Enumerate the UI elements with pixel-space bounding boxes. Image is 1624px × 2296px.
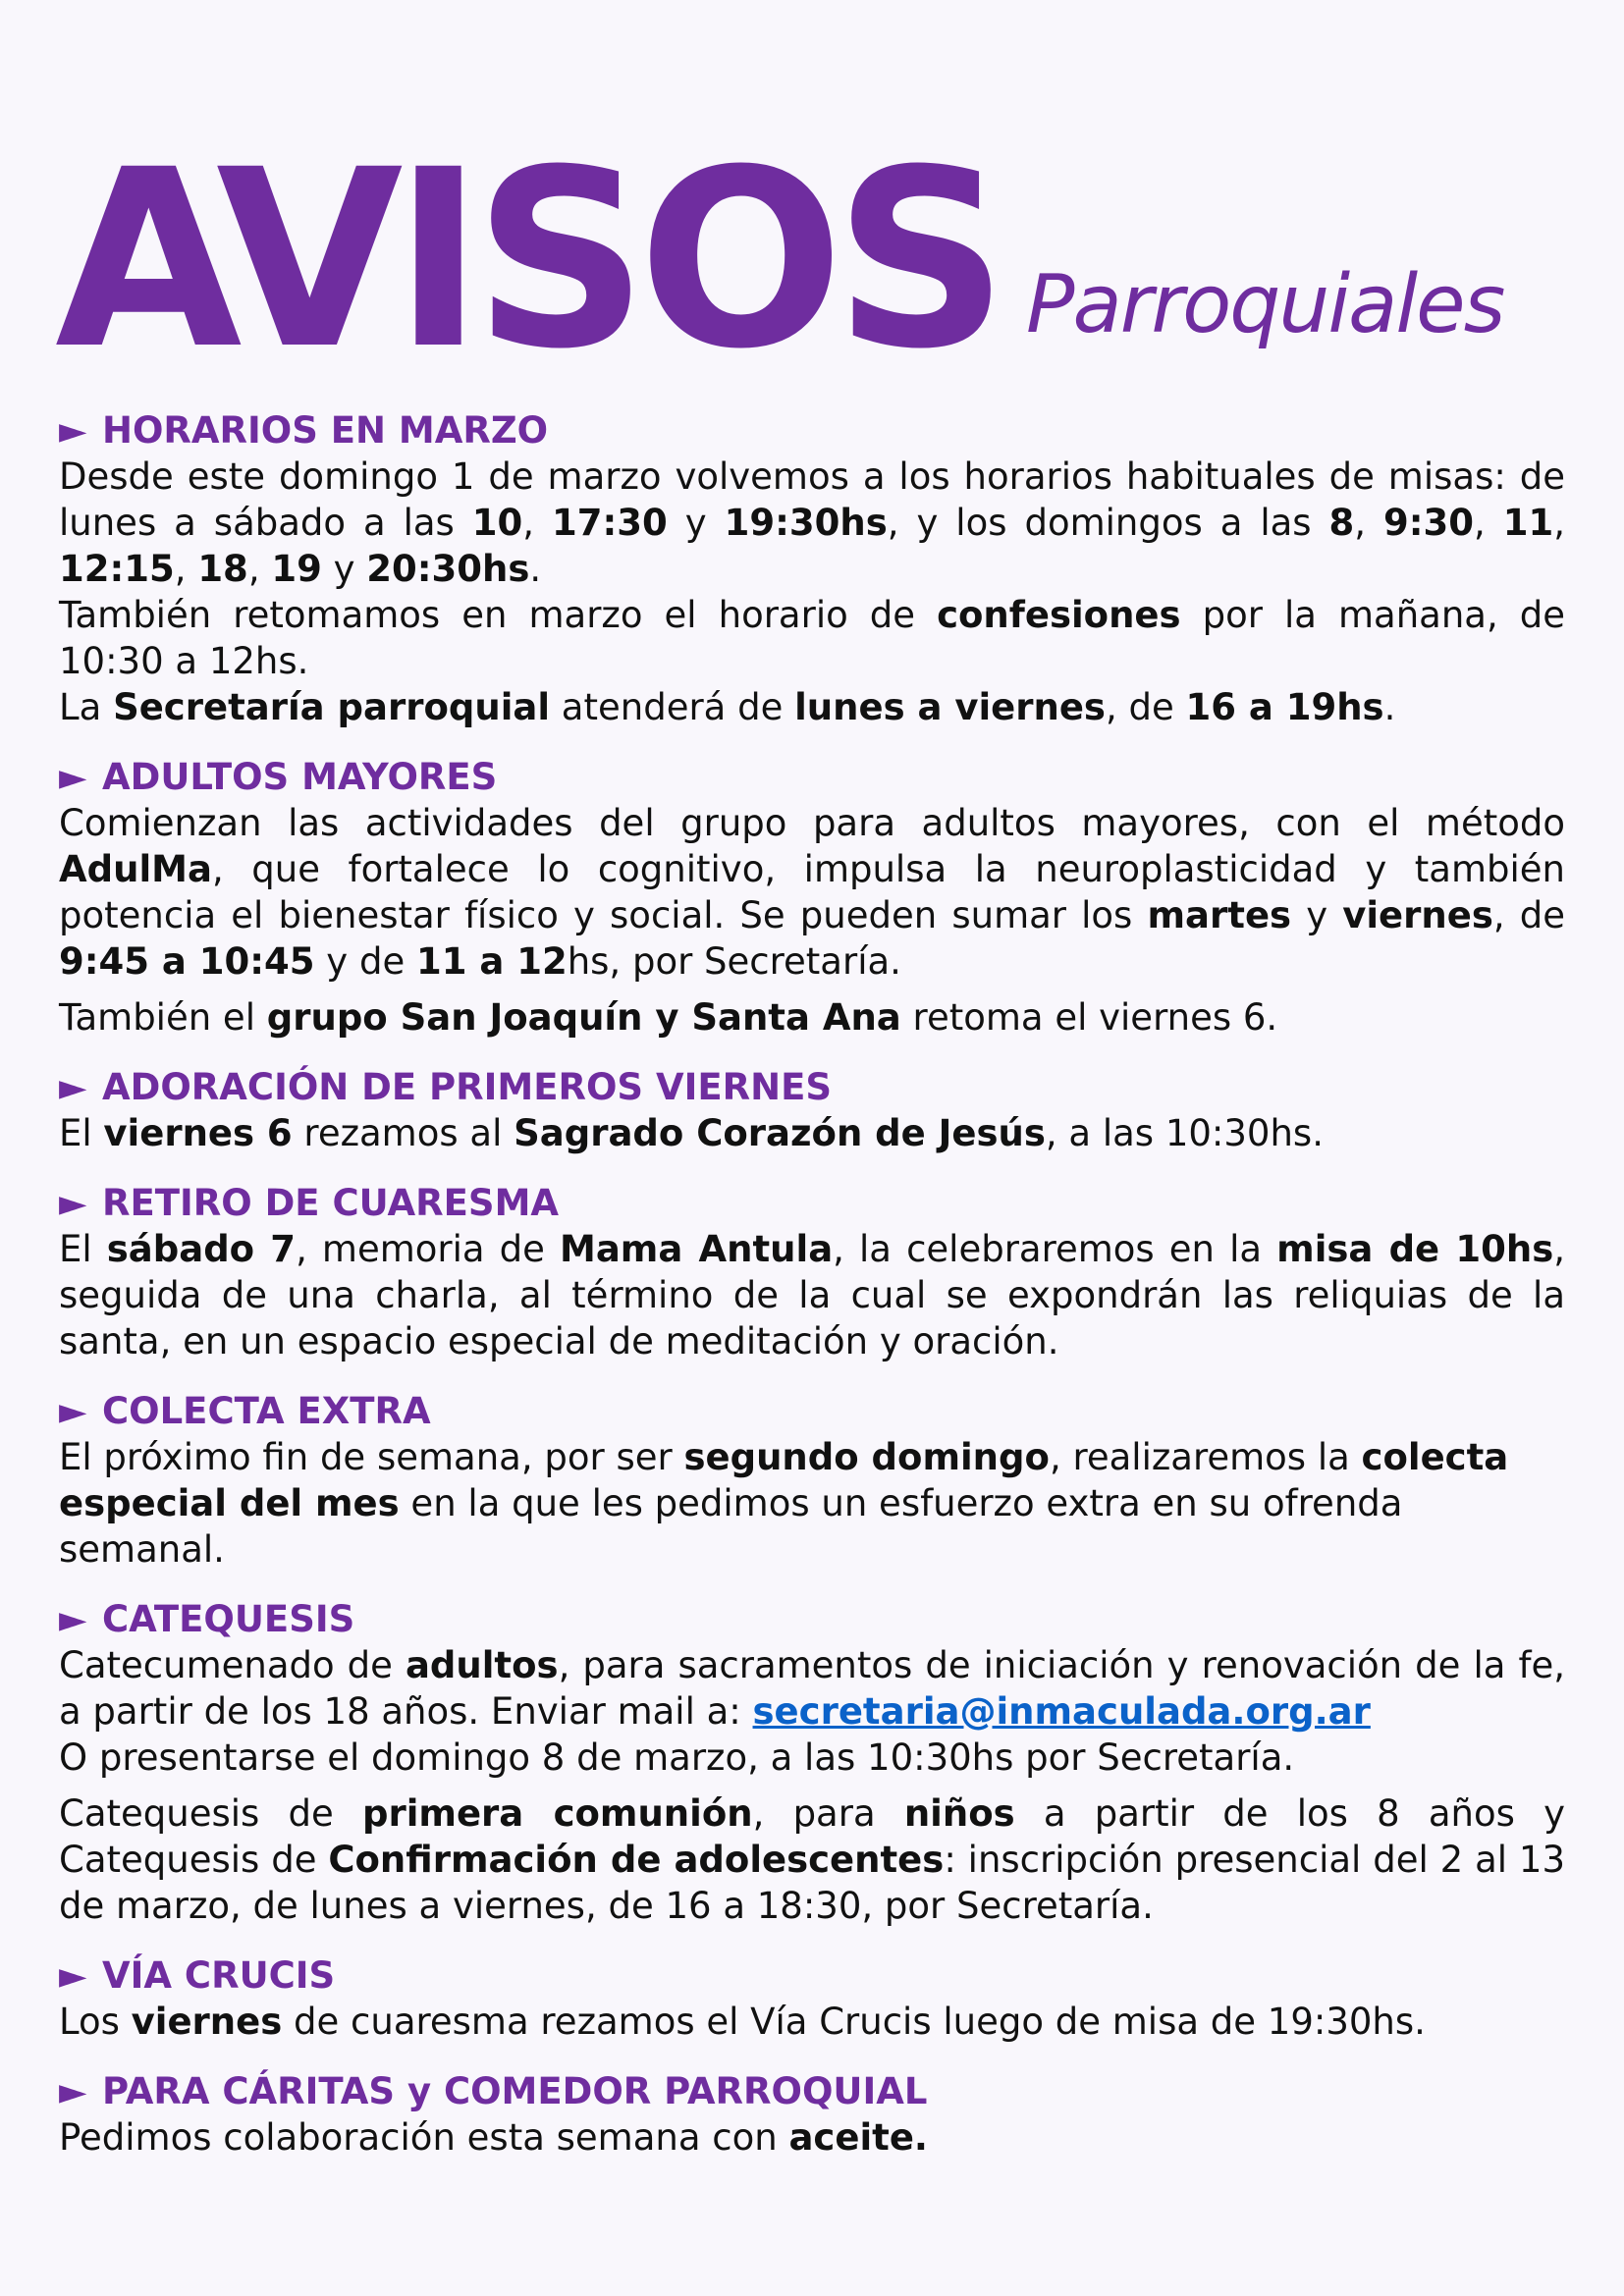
section-heading	[59, 754, 1565, 800]
text: en la que les pedimos un esfuerzo extra en su ofrenda semanal.	[59, 1482, 1403, 1571]
text: ,	[1553, 502, 1565, 544]
text: ,	[1474, 502, 1503, 544]
bold-text: Mama Antula	[560, 1228, 834, 1270]
text: hs, por Secretaría.	[567, 940, 901, 983]
section-heading-label: HORARIOS EN MARZO	[102, 409, 549, 452]
text: También el	[59, 996, 267, 1039]
bold-text: niños	[903, 1792, 1015, 1835]
play-triangle-icon: ►	[59, 1598, 87, 1640]
text: ,	[1354, 502, 1383, 544]
bold-text: lunes a viernes	[794, 686, 1106, 728]
section-heading	[59, 407, 1565, 454]
bold-text: 9:45 a 10:45	[59, 940, 315, 983]
play-triangle-icon: ►	[59, 1182, 87, 1224]
text: El	[59, 1228, 107, 1270]
text: El	[59, 1112, 104, 1154]
text: Pedimos colaboración esta semana con	[59, 2116, 789, 2159]
text: ,	[247, 548, 272, 590]
colecta-paragraph-1	[59, 1434, 1565, 1573]
text: La	[59, 686, 114, 728]
horarios-paragraph-1	[59, 454, 1565, 592]
section-heading	[59, 1388, 1565, 1434]
bulletin-page	[55, 0, 1566, 2159]
bold-text: 9:30	[1382, 502, 1475, 544]
text: , de	[1105, 686, 1186, 728]
play-triangle-icon: ►	[59, 409, 87, 452]
bold-text: AdulMa	[59, 848, 212, 890]
horarios-paragraph-3	[59, 684, 1565, 730]
text: rezamos al	[292, 1112, 514, 1154]
text: , para sacramentos de iniciación y renovación de la fe, a partir de los 18 años. Enviar mail a:	[59, 1644, 1565, 1733]
text: Desde este domingo 1 de marzo volvemos a los horarios habituales de misas: de lunes a sábado a las	[59, 455, 1565, 544]
page-subtitle: Parroquiales	[1026, 258, 1504, 351]
bold-text: segundo domingo	[683, 1436, 1050, 1478]
caritas-paragraph-1	[59, 2114, 1565, 2161]
play-triangle-icon: ►	[59, 2070, 87, 2112]
text: , para	[752, 1792, 904, 1835]
bold-text: 19:30hs	[724, 502, 888, 544]
text: , que fortalece lo cognitivo, impulsa la neuroplasticidad y también potencia el bienestar físico y social. Se pueden sumar los	[59, 848, 1565, 936]
header	[55, 0, 1565, 402]
bold-text: martes	[1147, 894, 1292, 936]
text: ,	[174, 548, 198, 590]
bold-text: 17:30	[552, 502, 668, 544]
bold-text: 18	[197, 548, 248, 590]
text: .	[1383, 686, 1396, 728]
section-horarios	[59, 407, 1565, 730]
section-heading-label: COLECTA EXTRA	[102, 1390, 431, 1432]
catequesis-paragraph-3	[59, 1790, 1565, 1929]
text: a partir de los 8 años y Catequesis de	[59, 1792, 1565, 1881]
section-heading-label: RETIRO DE CUARESMA	[102, 1182, 560, 1224]
text: y	[1291, 894, 1343, 936]
bold-text: 11 a 12	[415, 940, 568, 983]
text: por la mañana, de 10:30 a 12hs.	[59, 594, 1565, 682]
bold-text: viernes	[1342, 894, 1493, 936]
text: de cuaresma rezamos el Vía Crucis luego de misa de 19:30hs.	[282, 2001, 1426, 2043]
bold-text: confesiones	[937, 594, 1181, 636]
section-heading-label: CATEQUESIS	[102, 1598, 355, 1640]
text: , y los domingos a las	[887, 502, 1329, 544]
text: ,	[522, 502, 553, 544]
bold-text: Secretaría parroquial	[113, 686, 551, 728]
text: , a las 10:30hs.	[1045, 1112, 1324, 1154]
text: También retomamos en marzo el horario de	[59, 594, 938, 636]
adultos-paragraph-2	[59, 994, 1565, 1041]
text: , memoria de	[296, 1228, 560, 1270]
section-adoracion	[59, 1064, 1565, 1156]
bold-text: 19	[271, 548, 322, 590]
text: , la celebraremos en la	[833, 1228, 1277, 1270]
bold-text: 12:15	[59, 548, 175, 590]
bold-text: 16 a 19hs	[1185, 686, 1384, 728]
section-caritas	[59, 2068, 1565, 2161]
text: retoma el viernes 6.	[900, 996, 1278, 1039]
text: , seguida de una charla, al término de la cual se expondrán las reliquias de la santa, en un espacio especial de meditación y oración.	[59, 1228, 1565, 1362]
section-via-crucis	[59, 1952, 1565, 2045]
text: Catecumenado de	[59, 1644, 406, 1686]
play-triangle-icon: ►	[59, 756, 87, 798]
section-colecta	[59, 1388, 1565, 1573]
bold-text: viernes	[131, 2001, 283, 2043]
bold-text: Sagrado Corazón de Jesús	[514, 1112, 1046, 1154]
bold-text: colecta especial del mes	[59, 1436, 1509, 1524]
text: Comienzan las actividades del grupo para adultos mayores, con el método	[59, 802, 1565, 844]
bold-text: 11	[1502, 502, 1554, 544]
section-heading-label: VÍA CRUCIS	[102, 1954, 336, 1997]
retiro-paragraph-1	[59, 1226, 1565, 1364]
catequesis-paragraph-1	[59, 1642, 1565, 1735]
section-heading	[59, 1596, 1565, 1642]
text: .	[529, 548, 542, 590]
play-triangle-icon: ►	[59, 1390, 87, 1432]
horarios-paragraph-2	[59, 592, 1565, 684]
bold-text: 8	[1328, 502, 1355, 544]
catequesis-paragraph-2: O presentarse el domingo 8 de marzo, a las 10:30hs por Secretaría.	[59, 1736, 1295, 1779]
section-heading-label: PARA CÁRITAS y COMEDOR PARROQUIAL	[102, 2070, 928, 2112]
text: , realizaremos la	[1049, 1436, 1362, 1478]
text: y de	[314, 940, 416, 983]
bold-text: adultos	[405, 1644, 559, 1686]
bold-text: viernes 6	[103, 1112, 293, 1154]
text: Catequesis de	[59, 1792, 362, 1835]
bold-text: Confirmación de adolescentes	[328, 1839, 945, 1881]
play-triangle-icon: ►	[59, 1066, 87, 1108]
email-link[interactable]: secretaria@inmaculada.org.ar	[752, 1690, 1371, 1733]
page-title: AVISOS	[55, 117, 1000, 402]
section-heading-label: ADULTOS MAYORES	[102, 756, 498, 798]
bold-text: 20:30hs	[366, 548, 530, 590]
section-heading-label: ADORACIÓN DE PRIMEROS VIERNES	[102, 1066, 833, 1108]
play-triangle-icon: ►	[59, 1954, 87, 1997]
notices-content	[59, 407, 1565, 2184]
bold-text: 10	[471, 502, 523, 544]
bold-text: grupo San Joaquín y Santa Ana	[266, 996, 901, 1039]
text: , de	[1492, 894, 1566, 936]
text: y	[321, 548, 367, 590]
bold-text: aceite.	[788, 2116, 928, 2159]
bold-text: primera comunión	[361, 1792, 753, 1835]
text: El próximo fin de semana, por ser	[59, 1436, 684, 1478]
via-crucis-paragraph-1	[59, 1999, 1565, 2045]
adoracion-paragraph-1	[59, 1110, 1565, 1156]
text: Los	[59, 2001, 132, 2043]
text: y	[667, 502, 725, 544]
section-heading	[59, 1064, 1565, 1110]
bold-text: sábado 7	[106, 1228, 297, 1270]
section-heading	[59, 2068, 1565, 2114]
section-heading	[59, 1952, 1565, 1999]
section-adultos-mayores	[59, 754, 1565, 1041]
text: : inscripción presencial del 2 al 13 de marzo, de lunes a viernes, de 16 a 18:30, por Secretaría.	[59, 1839, 1566, 1927]
section-retiro	[59, 1180, 1565, 1364]
section-catequesis	[59, 1596, 1565, 1929]
adultos-paragraph-1	[59, 800, 1565, 985]
section-heading	[59, 1180, 1565, 1226]
bold-text: misa de 10hs	[1276, 1228, 1554, 1270]
text: atenderá de	[550, 686, 795, 728]
